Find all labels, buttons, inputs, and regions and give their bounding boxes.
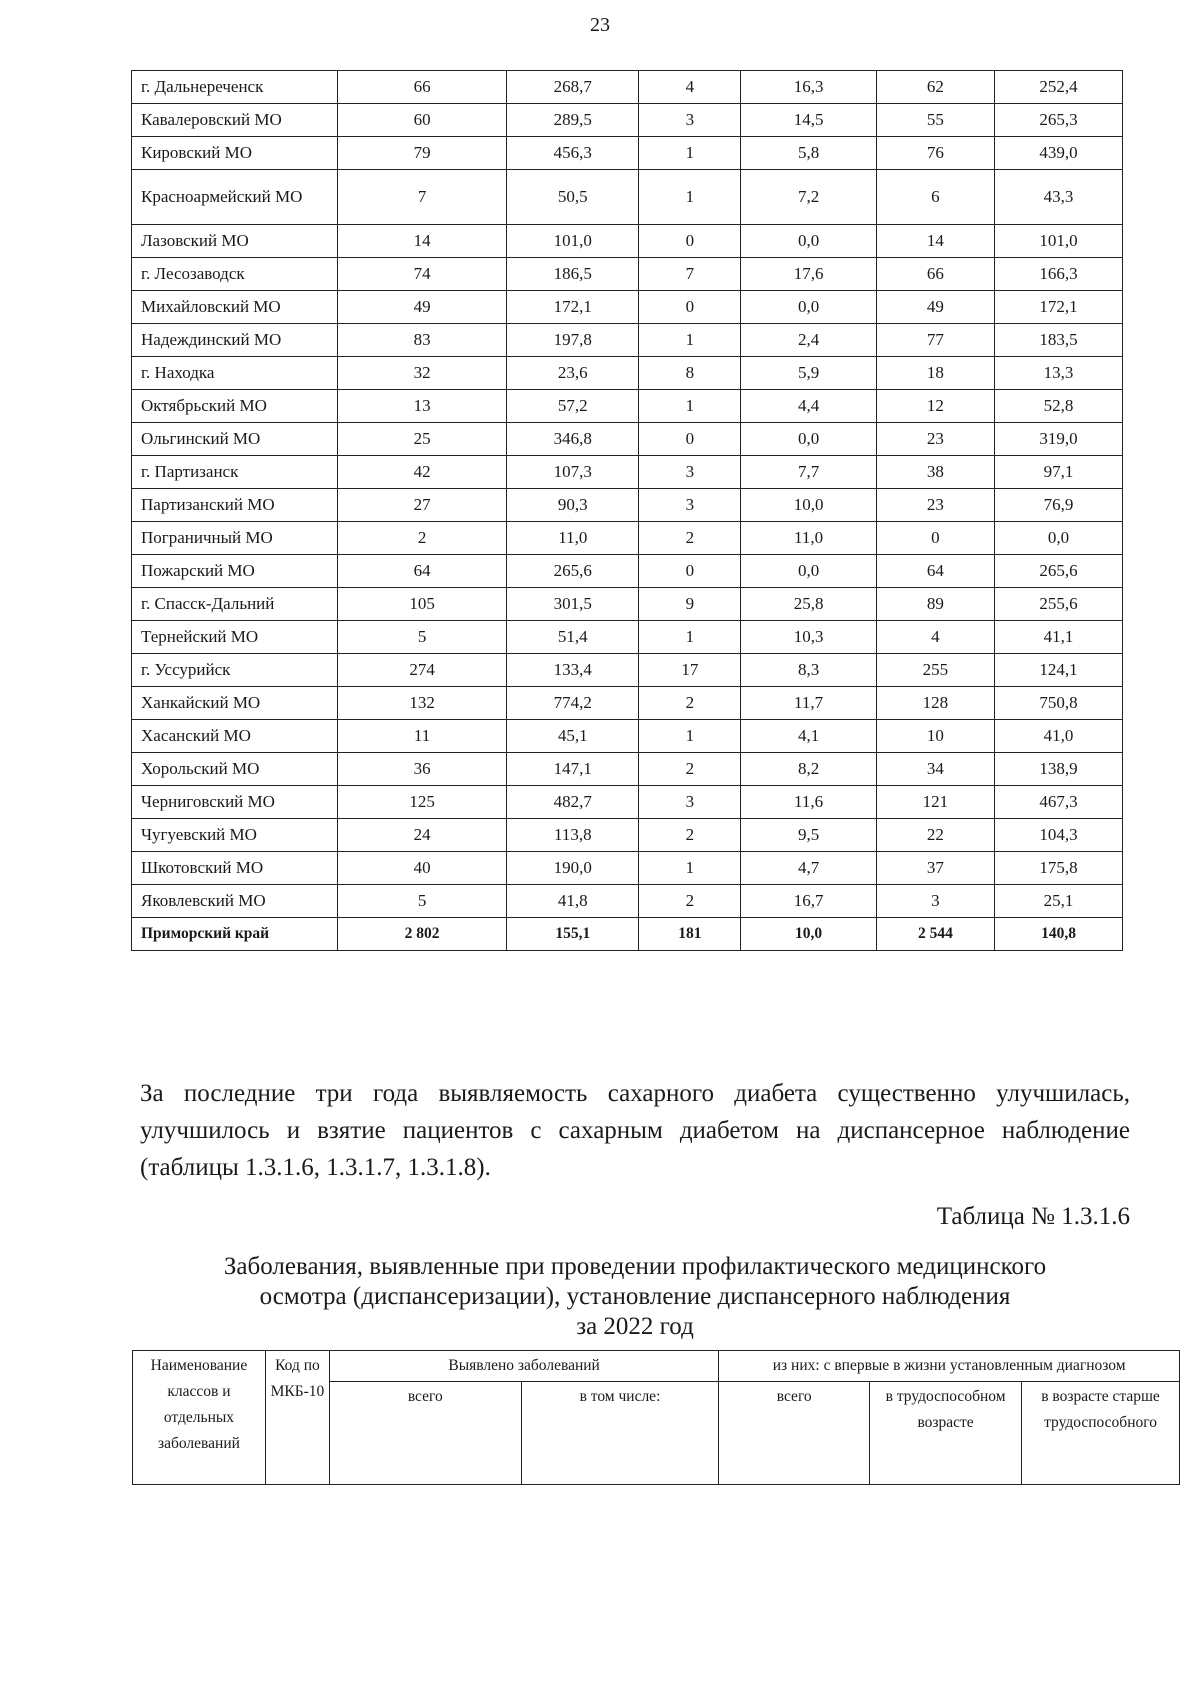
value-cell: 24 [338,819,507,852]
value-cell: 1 [639,720,741,753]
value-cell: 5 [338,885,507,918]
region-name-cell: Приморский край [132,918,338,951]
value-cell: 133,4 [507,654,639,687]
value-cell: 2 802 [338,918,507,951]
value-cell: 101,0 [507,225,639,258]
value-cell: 41,0 [995,720,1123,753]
value-cell: 456,3 [507,137,639,170]
value-cell: 113,8 [507,819,639,852]
value-cell: 2,4 [741,324,877,357]
header-working-age: в трудоспособном возрасте [870,1382,1022,1485]
value-cell: 8,3 [741,654,877,687]
region-name-cell: г. Лесозаводск [132,258,338,291]
value-cell: 76,9 [995,489,1123,522]
region-name-cell: Лазовский МО [132,225,338,258]
value-cell: 45,1 [507,720,639,753]
value-cell: 16,7 [741,885,877,918]
value-cell: 64 [876,555,994,588]
value-cell: 274 [338,654,507,687]
region-name-cell: г. Дальнереченск [132,71,338,104]
table-row [132,489,1123,522]
value-cell: 5,8 [741,137,877,170]
value-cell: 8 [639,357,741,390]
value-cell: 4,7 [741,852,877,885]
value-cell: 467,3 [995,786,1123,819]
value-cell: 265,6 [507,555,639,588]
table-row [132,258,1123,291]
value-cell: 175,8 [995,852,1123,885]
region-name-cell: Михайловский МО [132,291,338,324]
value-cell: 9,5 [741,819,877,852]
value-cell: 52,8 [995,390,1123,423]
value-cell: 6 [876,170,994,225]
caption-line: Заболевания, выявленные при проведении профилактического медицинского [223,1253,1047,1280]
value-cell: 36 [338,753,507,786]
table-row [132,852,1123,885]
value-cell: 147,1 [507,753,639,786]
table-row [132,522,1123,555]
value-cell: 34 [876,753,994,786]
value-cell: 268,7 [507,71,639,104]
value-cell: 18 [876,357,994,390]
value-cell: 252,4 [995,71,1123,104]
value-cell: 186,5 [507,258,639,291]
value-cell: 1 [639,852,741,885]
region-name-cell: г. Спасск-Дальний [132,588,338,621]
disease-header-table [132,1350,1180,1485]
value-cell: 301,5 [507,588,639,621]
value-cell: 750,8 [995,687,1123,720]
value-cell: 1 [639,390,741,423]
body-paragraph: За последние три года выявляемость сахарного диабета существенно улучшилась, улучшилось и взятие пациентов с сахарным диабетом на диспансерное наблюдение (таблицы 1.3.1.6, 1.3.1.7, 1.3.1.8). [140,1080,1130,1181]
value-cell: 62 [876,71,994,104]
region-name-cell: Чугуевский МО [132,819,338,852]
value-cell: 57,2 [507,390,639,423]
value-cell: 1 [639,324,741,357]
page-number: 23 [590,14,610,36]
value-cell: 197,8 [507,324,639,357]
value-cell: 14 [876,225,994,258]
value-cell: 16,3 [741,71,877,104]
table-row [132,324,1123,357]
value-cell: 32 [338,357,507,390]
value-cell: 101,0 [995,225,1123,258]
value-cell: 7 [639,258,741,291]
value-cell: 2 544 [876,918,994,951]
table-row [132,621,1123,654]
value-cell: 10 [876,720,994,753]
header-disease-name: Наименование классов и отдельных заболеваний [133,1351,266,1485]
value-cell: 0 [639,555,741,588]
header-detected-including: в том числе: [521,1382,719,1485]
value-cell: 17 [639,654,741,687]
table-row [132,456,1123,489]
table-row [132,291,1123,324]
value-cell: 172,1 [507,291,639,324]
value-cell: 0,0 [741,291,877,324]
value-cell: 3 [639,456,741,489]
value-cell: 125 [338,786,507,819]
table-row [132,885,1123,918]
value-cell: 25,1 [995,885,1123,918]
value-cell: 43,3 [995,170,1123,225]
value-cell: 23 [876,489,994,522]
value-cell: 128 [876,687,994,720]
value-cell: 76 [876,137,994,170]
value-cell: 0 [639,423,741,456]
value-cell: 11,7 [741,687,877,720]
value-cell: 0,0 [741,423,877,456]
value-cell: 3 [639,489,741,522]
value-cell: 55 [876,104,994,137]
value-cell: 14,5 [741,104,877,137]
value-cell: 13 [338,390,507,423]
value-cell: 11,0 [741,522,877,555]
value-cell: 289,5 [507,104,639,137]
table-row [132,357,1123,390]
table-caption [140,1252,1130,1342]
header-first-total: всего [719,1382,870,1485]
value-cell: 7 [338,170,507,225]
value-cell: 265,6 [995,555,1123,588]
table-row [132,71,1123,104]
value-cell: 1 [639,137,741,170]
value-cell: 37 [876,852,994,885]
value-cell: 83 [338,324,507,357]
value-cell: 132 [338,687,507,720]
region-name-cell: Тернейский МО [132,621,338,654]
table-row [132,104,1123,137]
value-cell: 774,2 [507,687,639,720]
value-cell: 74 [338,258,507,291]
header-first-diagnosis-group: из них: с впервые в жизни установленным диагнозом [719,1351,1180,1382]
table-row [132,786,1123,819]
value-cell: 11 [338,720,507,753]
region-name-cell: Ханкайский МО [132,687,338,720]
value-cell: 3 [876,885,994,918]
value-cell: 9 [639,588,741,621]
value-cell: 11,0 [507,522,639,555]
value-cell: 13,3 [995,357,1123,390]
region-name-cell: г. Находка [132,357,338,390]
value-cell: 155,1 [507,918,639,951]
table-row [132,687,1123,720]
morbidity-table-body [132,71,1123,951]
value-cell: 0 [639,291,741,324]
value-cell: 0,0 [995,522,1123,555]
value-cell: 3 [639,104,741,137]
value-cell: 64 [338,555,507,588]
value-cell: 4 [639,71,741,104]
table-row [132,170,1123,225]
table-row [132,588,1123,621]
value-cell: 140,8 [995,918,1123,951]
value-cell: 255,6 [995,588,1123,621]
value-cell: 50,5 [507,170,639,225]
value-cell: 5,9 [741,357,877,390]
region-name-cell: Хорольский МО [132,753,338,786]
table-total-row [132,918,1123,951]
region-name-cell: г. Уссурийск [132,654,338,687]
header-icd-code: Код по МКБ-10 [265,1351,329,1485]
region-name-cell: Партизанский МО [132,489,338,522]
value-cell: 22 [876,819,994,852]
table-row [132,654,1123,687]
region-name-cell: Октябрьский МО [132,390,338,423]
value-cell: 255 [876,654,994,687]
value-cell: 77 [876,324,994,357]
value-cell: 14 [338,225,507,258]
region-name-cell: Пограничный МО [132,522,338,555]
value-cell: 265,3 [995,104,1123,137]
region-name-cell: Хасанский МО [132,720,338,753]
value-cell: 38 [876,456,994,489]
region-name-cell: Яковлевский МО [132,885,338,918]
caption-line: за 2022 год [576,1313,694,1340]
table-row [132,137,1123,170]
value-cell: 105 [338,588,507,621]
value-cell: 1 [639,170,741,225]
value-cell: 8,2 [741,753,877,786]
value-cell: 79 [338,137,507,170]
caption-line: осмотра (диспансеризации), установление диспансерного наблюдения [259,1283,1011,1310]
value-cell: 4,4 [741,390,877,423]
value-cell: 319,0 [995,423,1123,456]
value-cell: 4,1 [741,720,877,753]
value-cell: 183,5 [995,324,1123,357]
value-cell: 10,0 [741,489,877,522]
value-cell: 107,3 [507,456,639,489]
value-cell: 66 [876,258,994,291]
value-cell: 97,1 [995,456,1123,489]
value-cell: 2 [338,522,507,555]
region-name-cell: Кавалеровский МО [132,104,338,137]
value-cell: 0,0 [741,225,877,258]
value-cell: 25,8 [741,588,877,621]
value-cell: 0 [876,522,994,555]
value-cell: 0,0 [741,555,877,588]
value-cell: 166,3 [995,258,1123,291]
region-name-cell: Ольгинский МО [132,423,338,456]
value-cell: 49 [338,291,507,324]
value-cell: 2 [639,522,741,555]
value-cell: 2 [639,687,741,720]
table-row [132,720,1123,753]
header-detected-group: Выявлено заболеваний [329,1351,718,1382]
region-name-cell: Черниговский МО [132,786,338,819]
value-cell: 172,1 [995,291,1123,324]
value-cell: 346,8 [507,423,639,456]
header-older-age: в возрасте старше трудоспособного [1022,1382,1180,1485]
value-cell: 12 [876,390,994,423]
morbidity-table [131,70,1123,951]
table-row [132,390,1123,423]
value-cell: 51,4 [507,621,639,654]
value-cell: 23 [876,423,994,456]
value-cell: 439,0 [995,137,1123,170]
region-name-cell: г. Партизанск [132,456,338,489]
value-cell: 124,1 [995,654,1123,687]
value-cell: 3 [639,786,741,819]
region-name-cell: Шкотовский МО [132,852,338,885]
value-cell: 482,7 [507,786,639,819]
value-cell: 41,8 [507,885,639,918]
table-row [132,555,1123,588]
value-cell: 10,0 [741,918,877,951]
value-cell: 27 [338,489,507,522]
value-cell: 40 [338,852,507,885]
value-cell: 42 [338,456,507,489]
header-detected-total: всего [329,1382,521,1485]
region-name-cell: Красноармейский МО [132,170,338,225]
table-row [132,753,1123,786]
value-cell: 121 [876,786,994,819]
value-cell: 41,1 [995,621,1123,654]
value-cell: 25 [338,423,507,456]
value-cell: 5 [338,621,507,654]
region-name-cell: Пожарский МО [132,555,338,588]
value-cell: 0 [639,225,741,258]
value-cell: 1 [639,621,741,654]
value-cell: 2 [639,819,741,852]
value-cell: 11,6 [741,786,877,819]
value-cell: 4 [876,621,994,654]
value-cell: 2 [639,753,741,786]
value-cell: 104,3 [995,819,1123,852]
value-cell: 60 [338,104,507,137]
table-number-label: Таблица № 1.3.1.6 [936,1203,1130,1230]
value-cell: 23,6 [507,357,639,390]
value-cell: 90,3 [507,489,639,522]
value-cell: 138,9 [995,753,1123,786]
region-name-cell: Кировский МО [132,137,338,170]
value-cell: 181 [639,918,741,951]
value-cell: 66 [338,71,507,104]
table-row [132,225,1123,258]
value-cell: 17,6 [741,258,877,291]
value-cell: 89 [876,588,994,621]
value-cell: 7,2 [741,170,877,225]
value-cell: 190,0 [507,852,639,885]
value-cell: 10,3 [741,621,877,654]
value-cell: 2 [639,885,741,918]
table-row [132,423,1123,456]
table-row [132,819,1123,852]
value-cell: 7,7 [741,456,877,489]
region-name-cell: Надеждинский МО [132,324,338,357]
value-cell: 49 [876,291,994,324]
